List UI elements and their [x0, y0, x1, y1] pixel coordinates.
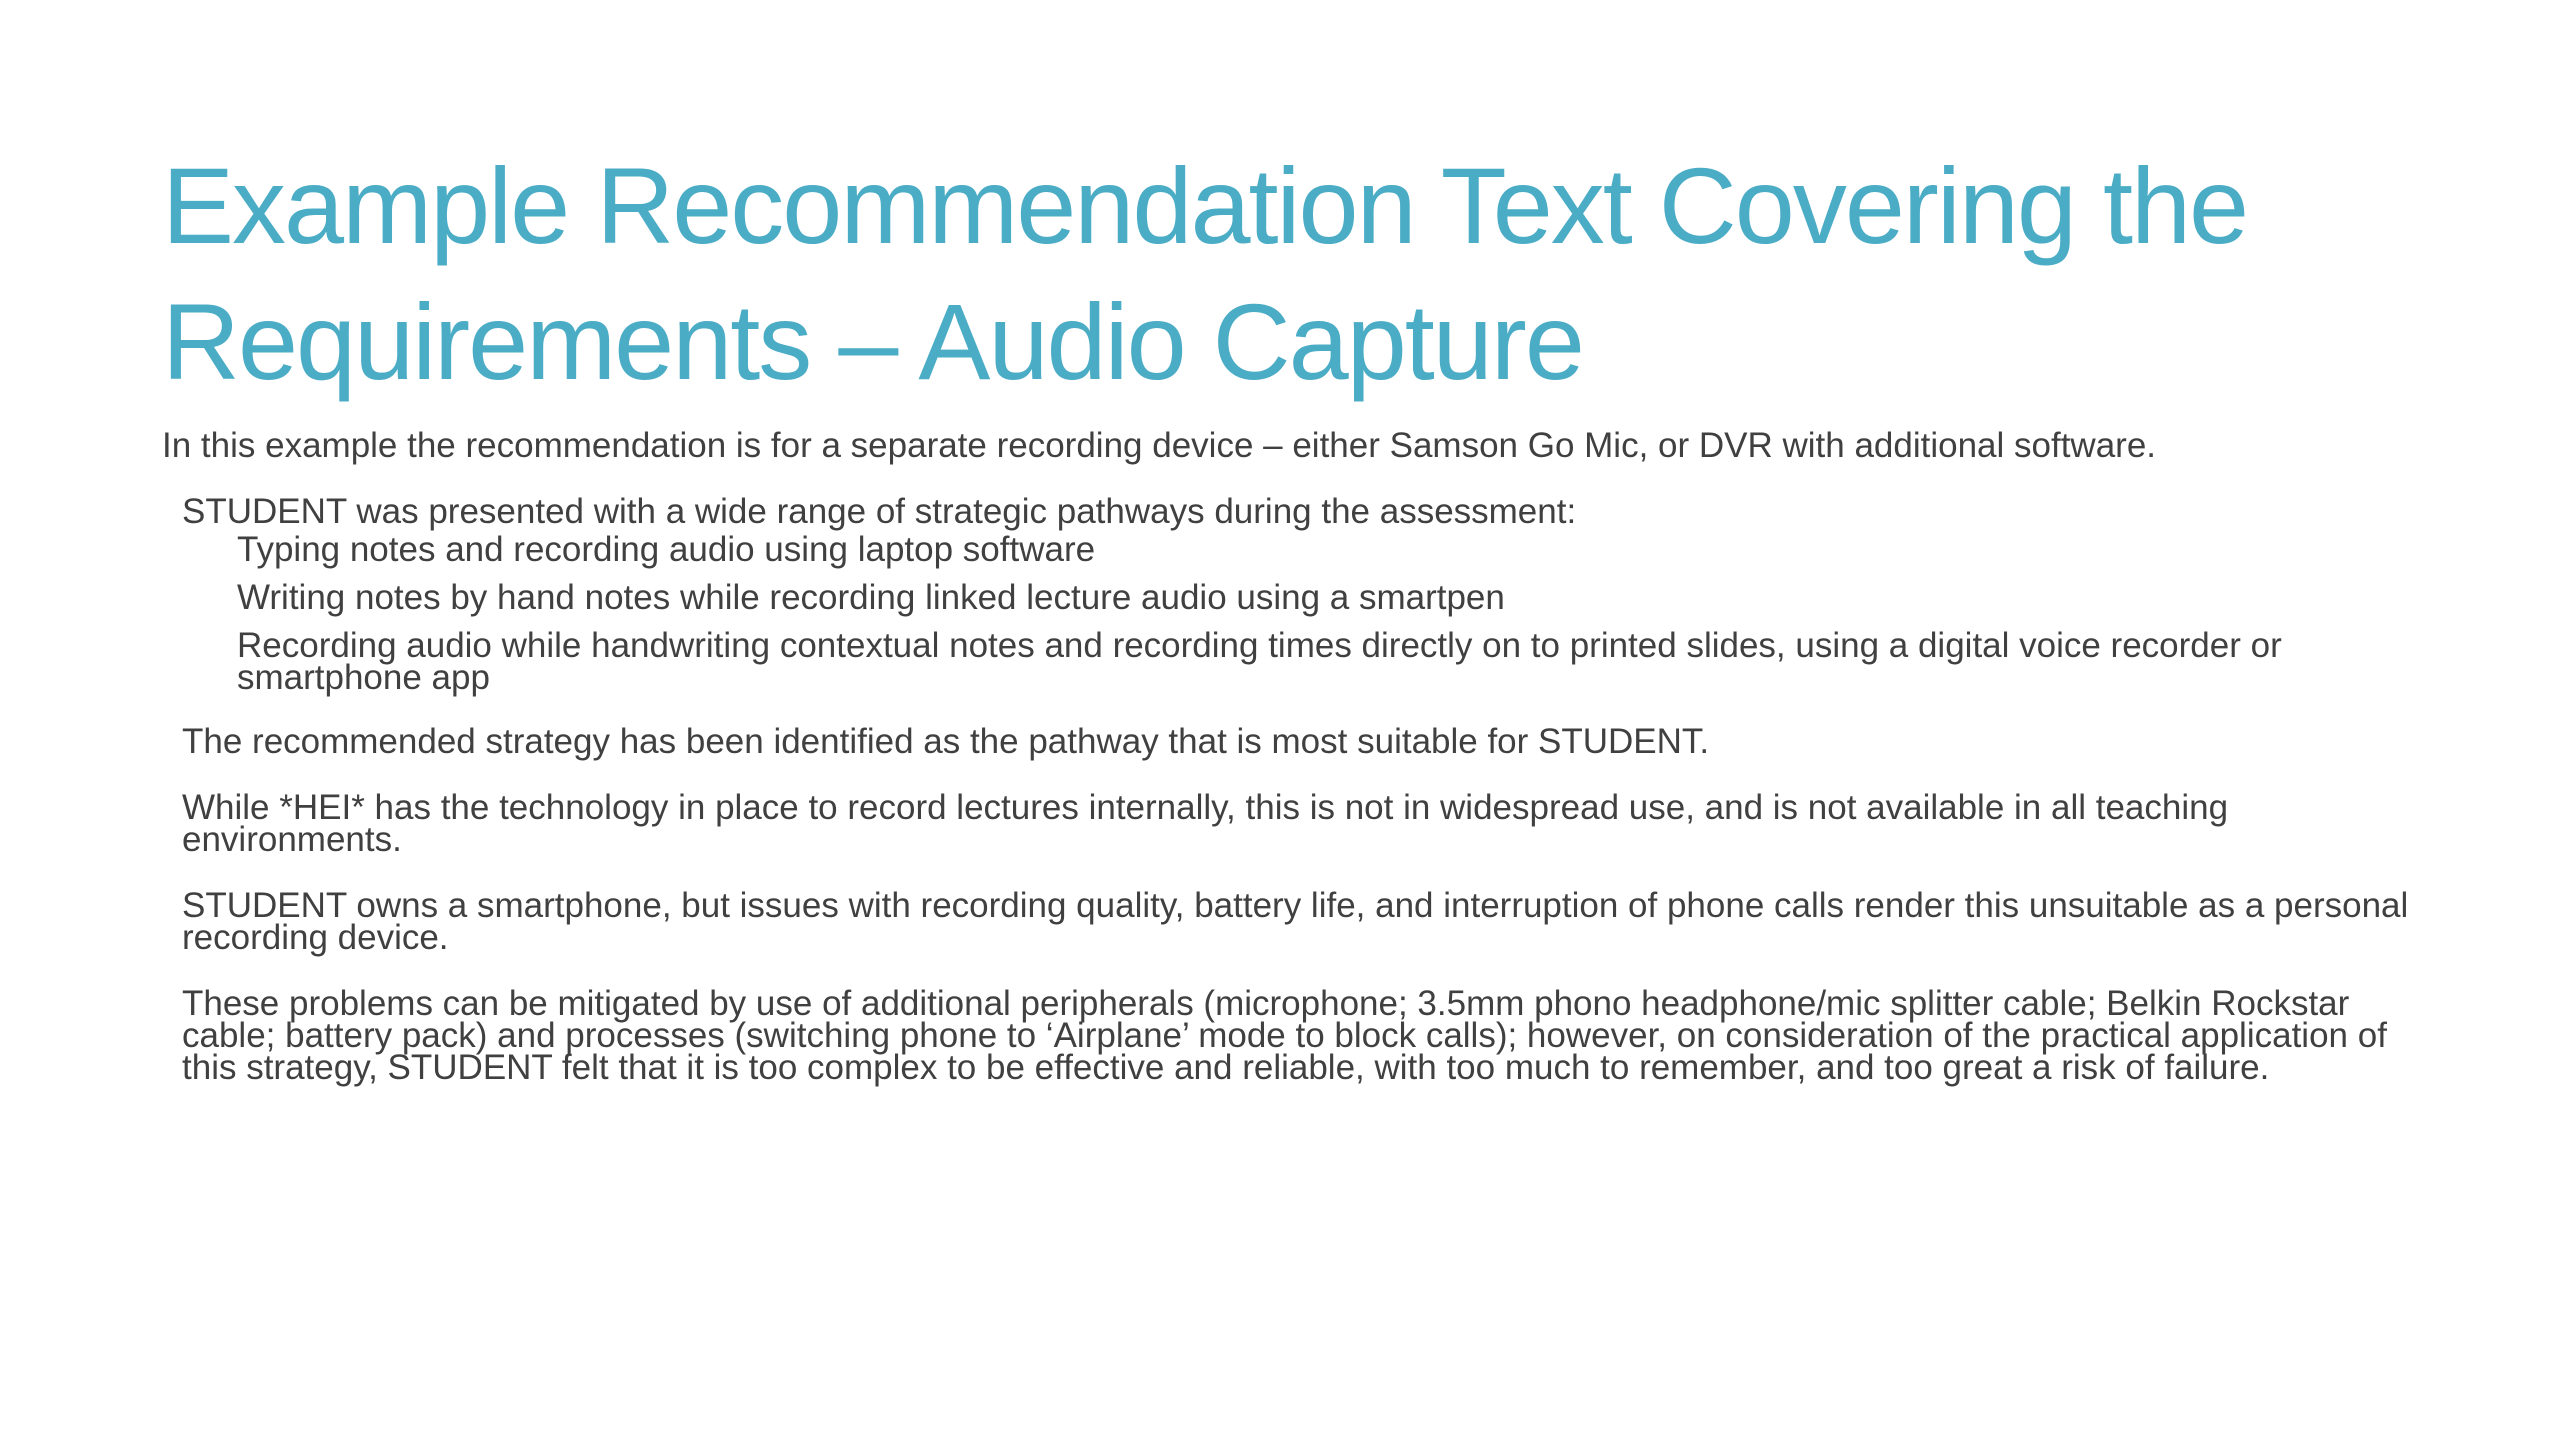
paragraph-hei: While *HEI* has the technology in place to record lectures internally, this is not in widespread use, and is not available in all teaching environments. [182, 788, 2229, 859]
pathway-list [182, 530, 2422, 697]
paragraph-strategy: The recommended strategy has been identified as the pathway that is most suitable for STUDENT. [182, 722, 1710, 761]
pathway-item: Writing notes by hand notes while recording linked lecture audio using a smartpen [237, 578, 1505, 617]
paragraph-smartphone: STUDENT owns a smartphone, but issues with recording quality, battery life, and interruption of phone calls render this unsuitable as a personal recording device. [182, 886, 2409, 957]
slide-title: Example Recommendation Text Covering the Requirements – Audio Capture [162, 145, 2248, 402]
pathways-lead: STUDENT was presented with a wide range of strategic pathways during the assessment: [182, 492, 1577, 531]
pathway-item: Recording audio while handwriting contextual notes and recording times directly on to printed slides, using a digital voice recorder or smartphone app [237, 626, 2282, 697]
intro-text: In this example the recommendation is for a separate recording device – either Samson Go Mic, or DVR with additional software. [162, 426, 2157, 465]
paragraph-mitigation: These problems can be mitigated by use of additional peripherals (microphone; 3.5mm phono headphone/mic splitter cable; Belkin Rockstar cable; battery pack) and processes (switching phone to ‘Airplane’ mode to block calls); however, on consideration of the practical application of this strategy, STUDENT felt that it is too complex to be effective and reliable, with too much to remember, and too great a risk of failure. [182, 984, 2387, 1087]
pathway-item: Typing notes and recording audio using laptop software [237, 530, 1096, 569]
body-content [182, 490, 2422, 1087]
